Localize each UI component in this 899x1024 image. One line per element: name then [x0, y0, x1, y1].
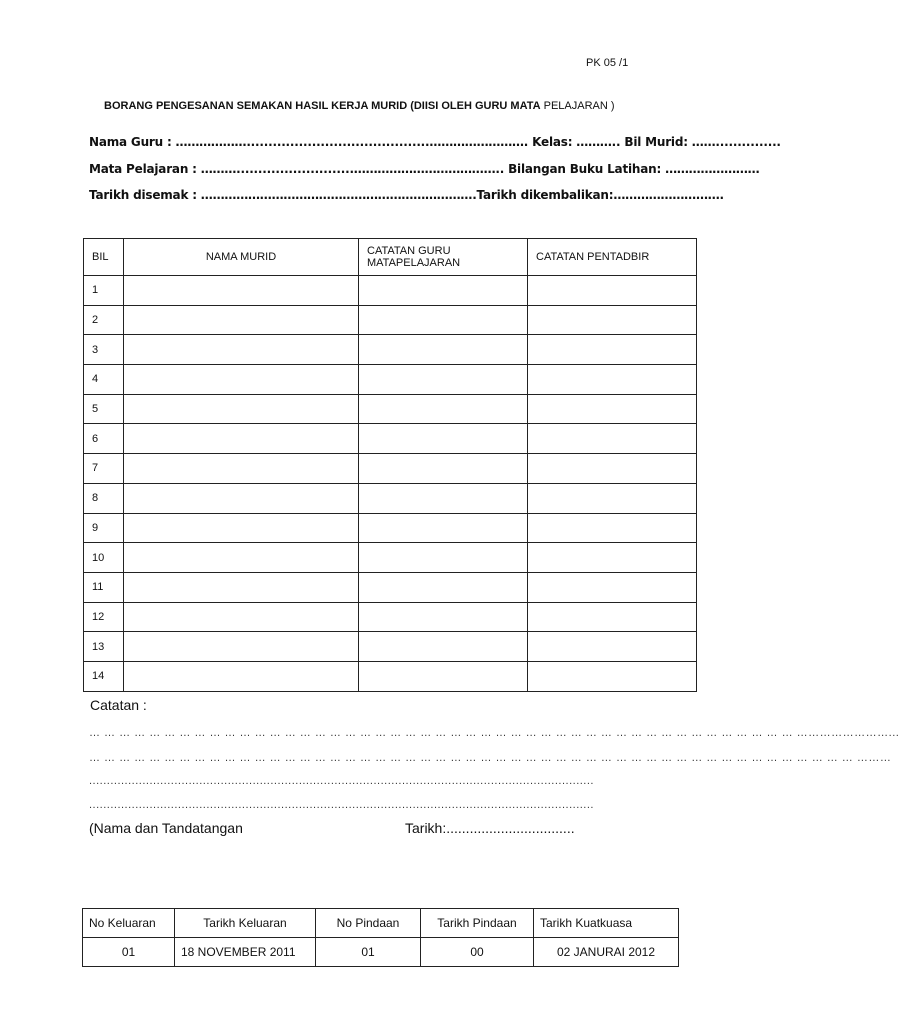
table-row — [84, 276, 697, 306]
name-cell[interactable] — [124, 276, 359, 306]
row-number: 5 — [84, 394, 124, 424]
table-row — [84, 365, 697, 395]
signature-label: (Nama dan Tandatangan — [89, 820, 243, 836]
teacher-note-cell[interactable] — [359, 365, 528, 395]
value-tarikh-pindaan: 00 — [421, 938, 534, 967]
row-number: 6 — [84, 424, 124, 454]
teacher-note-cell[interactable] — [359, 632, 528, 662]
name-cell[interactable] — [124, 572, 359, 602]
name-cell[interactable] — [124, 661, 359, 691]
table-row — [84, 305, 697, 335]
name-cell[interactable] — [124, 513, 359, 543]
header-catatan-guru: CATATAN GURU MATAPELAJARAN — [359, 239, 528, 276]
row-number: 1 — [84, 276, 124, 306]
row-number: 13 — [84, 632, 124, 662]
table-row — [84, 335, 697, 365]
table-row — [84, 454, 697, 484]
row-number: 14 — [84, 661, 124, 691]
form-title-normal: PELAJARAN ) — [540, 100, 615, 112]
name-cell[interactable] — [124, 365, 359, 395]
table-row — [84, 424, 697, 454]
row-number: 2 — [84, 305, 124, 335]
table-row — [84, 513, 697, 543]
field-line-dates: Tarikh disemak : …………………………………………………………….Tarikh dikembalikan:………………………. — [89, 188, 724, 202]
row-number: 8 — [84, 483, 124, 513]
notes-line-1[interactable]: … … … … … … … … … … … … … … … … … … … … … … … … … … … … … … … … … … … … … … … … … … … … … … … ……………………... — [89, 727, 899, 739]
admin-note-cell[interactable] — [528, 276, 697, 306]
table-row — [84, 572, 697, 602]
row-number: 9 — [84, 513, 124, 543]
row-number: 12 — [84, 602, 124, 632]
header-bil: BIL — [84, 239, 124, 276]
notes-label: Catatan : — [90, 697, 147, 713]
teacher-note-cell[interactable] — [359, 424, 528, 454]
student-table — [83, 238, 697, 692]
admin-note-cell[interactable] — [528, 424, 697, 454]
value-tarikh-keluaran: 18 NOVEMBER 2011 — [175, 938, 316, 967]
admin-note-cell[interactable] — [528, 305, 697, 335]
row-number: 3 — [84, 335, 124, 365]
admin-note-cell[interactable] — [528, 513, 697, 543]
value-no-pindaan: 01 — [316, 938, 421, 967]
teacher-note-cell[interactable] — [359, 661, 528, 691]
notes-line-2[interactable]: … … … … … … … … … … … … … … … … … … … … … … … … … … … … … … … … … … … … … … … … … … … … … … … … … … … ……… — [89, 752, 892, 764]
row-number: 7 — [84, 454, 124, 484]
name-cell[interactable] — [124, 424, 359, 454]
admin-note-cell[interactable] — [528, 394, 697, 424]
name-cell[interactable] — [124, 305, 359, 335]
teacher-note-cell[interactable] — [359, 572, 528, 602]
name-cell[interactable] — [124, 632, 359, 662]
teacher-note-cell[interactable] — [359, 335, 528, 365]
date-field[interactable]: Tarikh:................................. — [405, 820, 575, 836]
value-no-keluaran: 01 — [83, 938, 175, 967]
table-row — [84, 394, 697, 424]
name-cell[interactable] — [124, 335, 359, 365]
teacher-note-cell[interactable] — [359, 513, 528, 543]
table-row — [84, 483, 697, 513]
header-tarikh-kuatkuasa: Tarikh Kuatkuasa — [534, 909, 679, 938]
teacher-note-cell[interactable] — [359, 394, 528, 424]
row-number: 11 — [84, 572, 124, 602]
revision-table — [82, 908, 679, 967]
teacher-note-cell[interactable] — [359, 483, 528, 513]
field-line-subject: Mata Pelajaran : ………...........................……………………………….. Bilangan Buku Latihan: …………………… — [89, 162, 760, 176]
teacher-note-cell[interactable] — [359, 305, 528, 335]
teacher-note-cell[interactable] — [359, 454, 528, 484]
field-line-teacher: Nama Guru : ………………..........................................……………………. Kelas: ……….. Bil Murid: ……............... — [89, 135, 781, 149]
header-tarikh-keluaran: Tarikh Keluaran — [175, 909, 316, 938]
revision-value-row — [83, 938, 679, 967]
name-cell[interactable] — [124, 394, 359, 424]
notes-line-3[interactable]: .............................................................................................................................................. — [89, 775, 594, 787]
name-cell[interactable] — [124, 543, 359, 573]
revision-header-row — [83, 909, 679, 938]
notes-line-4[interactable]: .............................................................................................................................................. — [89, 799, 594, 811]
teacher-note-cell[interactable] — [359, 602, 528, 632]
value-tarikh-kuatkuasa: 02 JANURAI 2012 — [534, 938, 679, 967]
name-cell[interactable] — [124, 454, 359, 484]
admin-note-cell[interactable] — [528, 632, 697, 662]
teacher-note-cell[interactable] — [359, 276, 528, 306]
table-row — [84, 661, 697, 691]
header-no-keluaran: No Keluaran — [83, 909, 175, 938]
admin-note-cell[interactable] — [528, 572, 697, 602]
admin-note-cell[interactable] — [528, 543, 697, 573]
admin-note-cell[interactable] — [528, 661, 697, 691]
table-header-row — [84, 239, 697, 276]
form-title-bold: BORANG PENGESANAN SEMAKAN HASIL KERJA MURID (DIISI OLEH GURU MATA — [104, 100, 541, 112]
admin-note-cell[interactable] — [528, 335, 697, 365]
table-row — [84, 602, 697, 632]
teacher-note-cell[interactable] — [359, 543, 528, 573]
header-no-pindaan: No Pindaan — [316, 909, 421, 938]
header-nama-murid: NAMA MURID — [124, 239, 359, 276]
form-code: PK 05 /1 — [586, 57, 629, 69]
header-tarikh-pindaan: Tarikh Pindaan — [421, 909, 534, 938]
name-cell[interactable] — [124, 602, 359, 632]
header-catatan-pentadbir: CATATAN PENTADBIR — [528, 239, 697, 276]
table-row — [84, 632, 697, 662]
admin-note-cell[interactable] — [528, 602, 697, 632]
admin-note-cell[interactable] — [528, 483, 697, 513]
admin-note-cell[interactable] — [528, 365, 697, 395]
row-number: 10 — [84, 543, 124, 573]
admin-note-cell[interactable] — [528, 454, 697, 484]
form-title — [104, 100, 615, 112]
name-cell[interactable] — [124, 483, 359, 513]
row-number: 4 — [84, 365, 124, 395]
table-row — [84, 543, 697, 573]
